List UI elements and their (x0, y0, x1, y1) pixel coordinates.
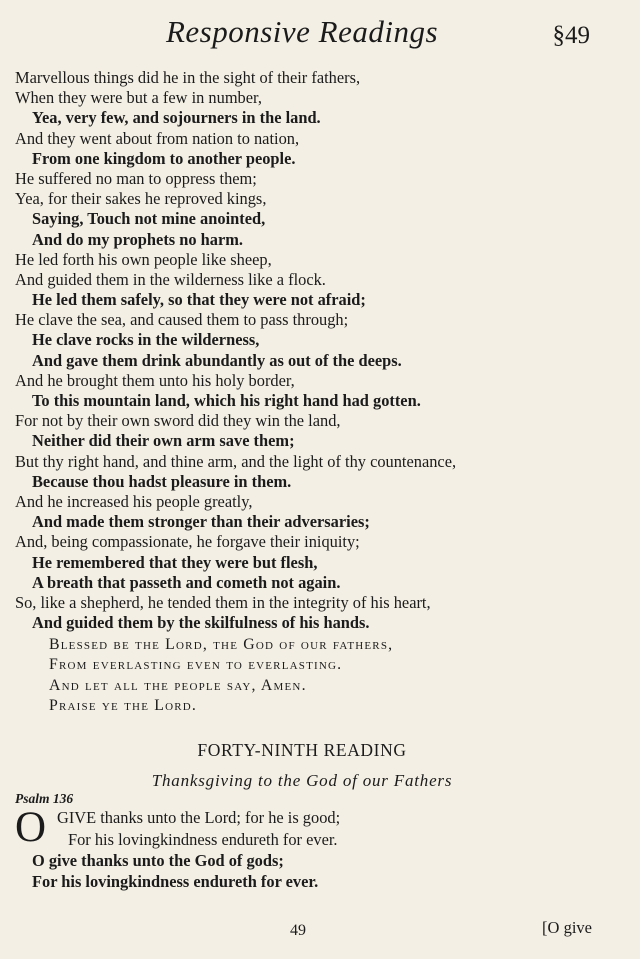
response-line: Yea, very few, and sojourners in the land. (32, 108, 321, 128)
verse-line: Yea, for their sakes he reproved kings, (15, 189, 267, 209)
verse-line: He clave the sea, and caused them to pass through; (15, 310, 349, 330)
response-line: And made them stronger than their adversaries; (32, 512, 370, 532)
page-title: Responsive Readings (165, 14, 439, 49)
verse-line: He led forth his own people like sheep, (15, 249, 272, 269)
response-line: And gave them drink abundantly as out of the deeps. (32, 350, 402, 370)
verse-line: For not by their own sword did they win the land, (15, 411, 341, 431)
page-number: 49 (290, 922, 306, 939)
psalm-line: GIVE thanks unto the Lord; for he is good; (57, 808, 341, 827)
response-line: He led them safely, so that they were not afraid; (32, 290, 366, 310)
doxology-line: From everlasting even to everlasting. (49, 656, 343, 674)
psalm-line: For his lovingkindness endureth for ever. (68, 830, 338, 849)
catchword: [O give (542, 918, 592, 937)
verse-line: But thy right hand, and thine arm, and the light of thy countenance, (15, 451, 457, 471)
reading-verses (15, 68, 615, 716)
response-line: Because thou hadst pleasure in them. (32, 471, 292, 491)
verse-line: And guided them in the wilderness like a flock. (15, 269, 326, 289)
response-line: Saying, Touch not mine anointed, (32, 209, 266, 229)
doxology-line: Blessed be the Lord, the God of our fathers, (49, 636, 394, 654)
response-line: He clave rocks in the wilderness, (32, 330, 260, 350)
response-line: A breath that passeth and cometh not again. (32, 572, 341, 592)
reading-heading: FORTY-NINTH READING (197, 740, 407, 760)
verse-line: Marvellous things did he in the sight of their fathers, (15, 68, 361, 87)
doxology (15, 635, 615, 716)
response-line: To this mountain land, which his right hand had gotten. (32, 391, 421, 410)
drop-cap: O (15, 804, 47, 851)
psalm-reference: Psalm 136 (15, 791, 74, 806)
psalm-response-line: O give thanks unto the God of gods; (32, 851, 284, 870)
verse-line: When they were but a few in number, (15, 88, 262, 108)
response-line: From one kingdom to another people. (32, 148, 296, 168)
verse-line: And he brought them unto his holy border, (15, 370, 295, 390)
response-line: And guided them by the skilfulness of his hands. (32, 613, 370, 633)
verse-line: So, like a shepherd, he tended them in the integrity of his heart, (15, 592, 431, 612)
section-number: §49 (552, 22, 590, 49)
doxology-line: And let all the people say, Amen. (49, 676, 307, 694)
verse-line: And he increased his people greatly, (15, 491, 253, 511)
response-line: And do my prophets no harm. (32, 229, 243, 249)
verse-line: And, being compassionate, he forgave their iniquity; (15, 532, 360, 552)
doxology-line: Praise ye the Lord. (49, 696, 198, 714)
response-line: He remembered that they were but flesh, (32, 552, 318, 572)
response-line: Neither did their own arm save them; (32, 431, 295, 451)
verse-line: And they went about from nation to nation, (15, 128, 300, 148)
reading-subtitle: Thanksgiving to the God of our Fathers (151, 771, 453, 790)
psalm-response-line: For his lovingkindness endureth for ever. (32, 872, 319, 891)
verse-line: He suffered no man to oppress them; (15, 168, 257, 188)
